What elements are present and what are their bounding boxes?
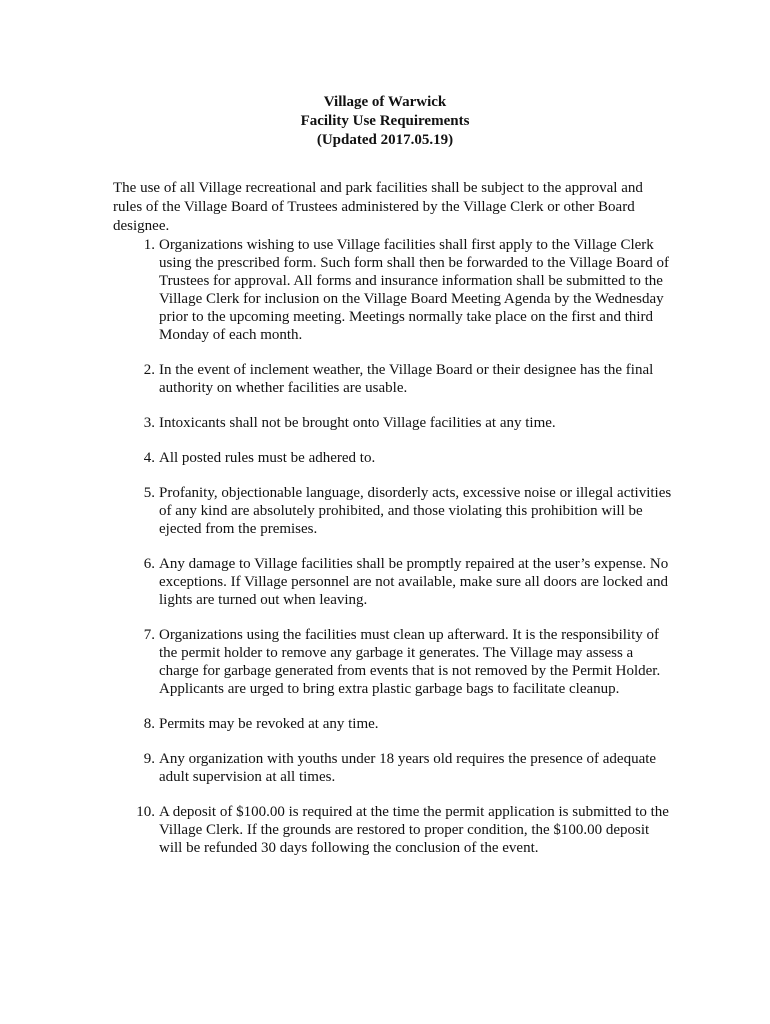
title-line-3: (Updated 2017.05.19) (316, 132, 454, 148)
list-item-text: Any damage to Village facilities shall be promptly repaired at the user’s expense. No exceptions. If Village personnel are not available, make sure all doors are locked and lights are turned out when leaving. (159, 556, 669, 608)
list-item (113, 750, 673, 786)
list-item-text: All posted rules must be adhered to. (159, 450, 376, 466)
list-item (113, 555, 673, 609)
list-item-number: 4. (143, 450, 155, 466)
list-item-number: 10. (136, 804, 155, 820)
list-item-number: 9. (143, 751, 155, 767)
list-item-number: 6. (143, 556, 155, 572)
document-header (0, 93, 770, 150)
list-item (113, 449, 673, 467)
list-item (113, 361, 673, 397)
list-item-number: 5. (143, 485, 155, 501)
list-item-text: Intoxicants shall not be brought onto Village facilities at any time. (159, 415, 556, 431)
list-item-text: Any organization with youths under 18 years old requires the presence of adequate adult supervision at all times. (159, 751, 657, 785)
list-item (113, 626, 673, 698)
title-line-1: Village of Warwick (323, 94, 447, 110)
list-item-text: Profanity, objectionable language, disorderly acts, excessive noise or illegal activities of any kind are absolutely prohibited, and those violating this prohibition will be ejected from the premises. (159, 485, 672, 537)
list-item (113, 715, 673, 733)
list-item-text: Organizations wishing to use Village facilities shall first apply to the Village Clerk using the prescribed form. Such form shall then be forwarded to the Village Board of Trustees for approval. All forms and insurance information shall be submitted to the Village Clerk for inclusion on the Village Board Meeting Agenda by the Wednesday prior to the upcoming meeting. Meetings normally take place on the first and third Monday of each month. (159, 237, 669, 343)
list-item (113, 484, 673, 538)
list-item (113, 414, 673, 432)
list-item (113, 803, 673, 857)
list-item-number: 3. (143, 415, 155, 431)
requirements-list (113, 236, 673, 874)
list-item-number: 2. (143, 362, 155, 378)
list-item-text: In the event of inclement weather, the Village Board or their designee has the final authority on whether facilities are usable. (159, 362, 654, 396)
list-item-number: 1. (143, 237, 155, 253)
list-item-text: Permits may be revoked at any time. (159, 716, 379, 732)
list-item-number: 7. (143, 627, 155, 643)
list-item (113, 236, 673, 344)
title-line-2: Facility Use Requirements (300, 113, 470, 129)
list-item-number: 8. (143, 716, 155, 732)
intro-paragraph: The use of all Village recreational and park facilities shall be subject to the approval and rules of the Village Board of Trustees administered by the Village Clerk or other Board designee. (113, 180, 643, 234)
list-item-text: Organizations using the facilities must clean up afterward. It is the responsibility of the permit holder to remove any garbage it generates. The Village may assess a charge for garbage generated from events that is not removed by the Permit Holder. Applicants are urged to bring extra plastic garbage bags to facilitate cleanup. (159, 627, 661, 697)
list-item-text: A deposit of $100.00 is required at the time the permit application is submitted to the Village Clerk. If the grounds are restored to proper condition, the $100.00 deposit will be refunded 30 days following the conclusion of the event. (159, 804, 669, 856)
